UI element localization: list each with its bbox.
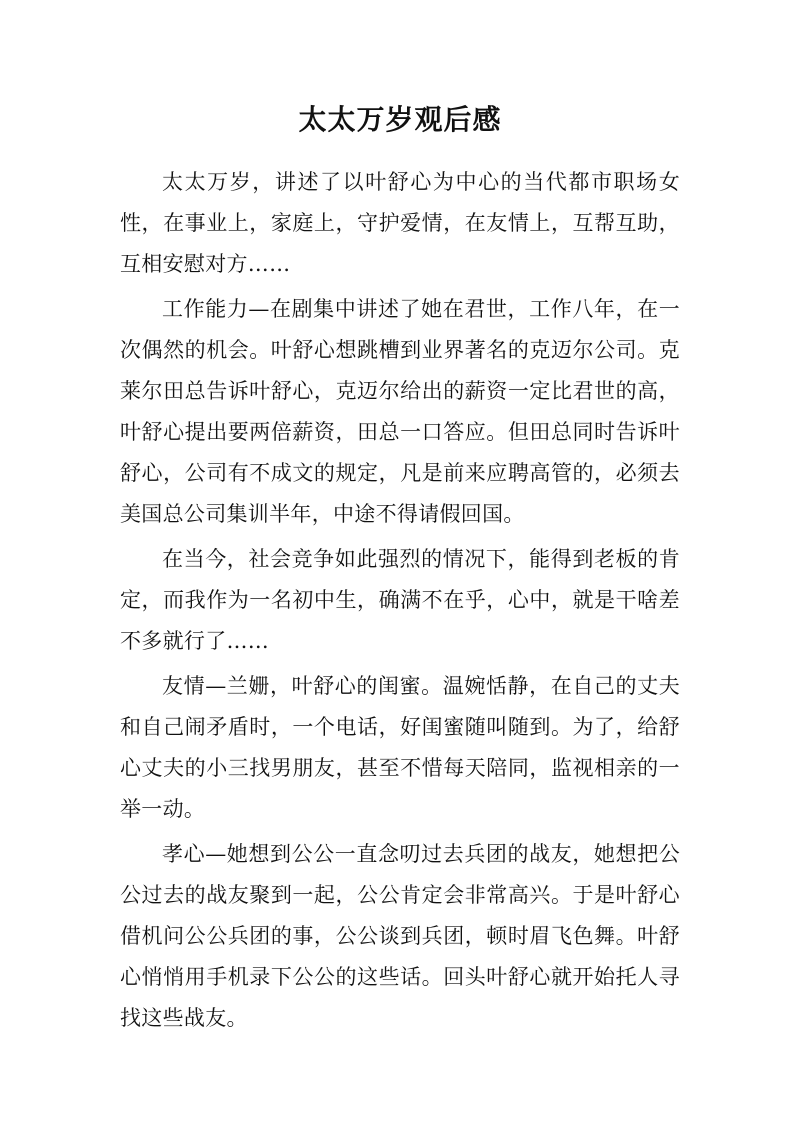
paragraph-4: 友情—兰姗，叶舒心的闺蜜。温婉恬静，在自己的丈夫和自己闹矛盾时，一个电话，好闺蜜随叫随到。为了，给舒心丈夫的小三找男朋友，甚至不惜每天陪同，监视相亲的一举一动。: [120, 674, 680, 821]
paragraph-3: 在当今，社会竞争如此强烈的情况下，能得到老板的肯定，而我作为一名初中生，确满不在乎，心中，就是干啥差不多就行了……: [120, 547, 680, 653]
paragraph-5: 孝心—她想到公公一直念叨过去兵团的战友，她想把公公过去的战友聚到一起，公公肯定会非常高兴。于是叶舒心借机问公公兵团的事，公公谈到兵团，顿时眉飞色舞。叶舒心悄悄用手机录下公公的这些话。回头叶舒心就开始托人寻找这些战友。: [120, 842, 680, 1030]
document-title: 太太万岁观后感: [298, 103, 502, 136]
paragraph-2: 工作能力—在剧集中讲述了她在君世，工作八年，在一次偶然的机会。叶舒心想跳槽到业界著名的克迈尔公司。克莱尔田总告诉叶舒心，克迈尔给出的薪资一定比君世的高，叶舒心提出要两倍薪资，田总一口答应。但田总同时告诉叶舒心，公司有不成文的规定，凡是前来应聘高管的，必须去美国总公司集训半年，中途不得请假回国。: [120, 297, 680, 526]
paragraph-1: 太太万岁，讲述了以叶舒心为中心的当代都市职场女性，在事业上，家庭上，守护爱情，在友情上，互帮互助，互相安慰对方……: [120, 170, 680, 276]
